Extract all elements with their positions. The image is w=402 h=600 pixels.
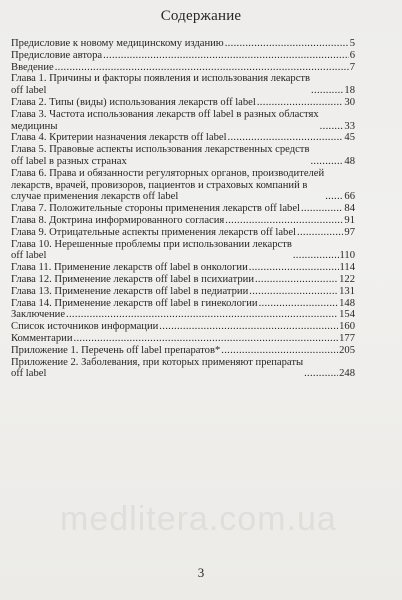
toc-entry-page: 97 [344, 226, 355, 238]
leader-dots [249, 262, 339, 274]
toc-entry [11, 62, 355, 74]
leader-dots [228, 132, 344, 144]
leader-dots [55, 62, 349, 74]
toc-entry-text: Глава 8. Доктрина информированного согласия [11, 214, 225, 226]
toc-entry-page: 160 [339, 321, 355, 333]
toc-entry-page: 122 [339, 273, 355, 285]
toc-entry-page: 48 [344, 155, 355, 167]
toc-entry-text: Приложение 1. Перечень off label препаратов* [11, 344, 221, 356]
page-number: 3 [197, 565, 205, 580]
toc-entry-page: 45 [344, 132, 355, 144]
toc-entry [11, 357, 355, 381]
toc-entry-text: Глава 3. Частота использования лекарств off label в разных областях медицины [11, 108, 319, 132]
toc-entry-text: Глава 14. Применение лекарств off label в гинекологии [11, 297, 258, 309]
toc-entry [11, 50, 355, 62]
toc-entry-text: Глава 10. Нерешенные проблемы при использовании лекарств off label [11, 238, 292, 262]
toc-entry-page: 148 [339, 297, 355, 309]
toc-entry-text: Глава 11. Применение лекарств off label в онкологии [11, 262, 248, 274]
leader-dots [257, 97, 344, 109]
toc-entry [11, 73, 355, 97]
leader-dots [225, 38, 349, 50]
leader-dots [249, 286, 338, 298]
leader-dots [103, 50, 349, 62]
toc-entry [11, 239, 355, 263]
toc-entry-text: Глава 5. Правовые аспекты использования лекарственных средств off label в разных странах [11, 144, 310, 167]
toc-entry [11, 262, 355, 274]
toc-entry-page: 66 [344, 191, 355, 203]
toc-entry-page: 5 [349, 38, 355, 49]
leader-dots [225, 215, 343, 227]
page-title: Содержание [160, 8, 242, 24]
toc-entry-page: 131 [339, 285, 355, 297]
toc-entry-text: Глава 7. Положительные стороны применения лекарств off label [11, 203, 300, 215]
toc-entry-text: Предисловие автора [11, 49, 103, 61]
toc-entry [11, 132, 355, 144]
toc-entry-text: Заключение [11, 309, 66, 321]
toc-entry [11, 109, 355, 133]
leader-dots [66, 309, 338, 321]
leader-dots [293, 250, 339, 262]
toc-entry [11, 215, 355, 227]
leader-dots [311, 85, 343, 97]
toc-entry-page: 18 [344, 85, 355, 97]
toc-entry-text: Предисловие к новому медицинскому изданию [11, 38, 224, 49]
toc-entry-text: Глава 2. Типы (виды) использования лекарств off label [11, 96, 256, 108]
toc-entry [11, 298, 355, 310]
toc-entry [11, 286, 355, 298]
toc-entry-page: 84 [344, 203, 355, 215]
toc-entry [11, 309, 355, 321]
toc-entry [11, 345, 355, 357]
toc-entry [11, 203, 355, 215]
toc-entry [11, 144, 355, 168]
toc-entry-page: 33 [344, 120, 355, 132]
leader-dots [159, 321, 338, 333]
leader-dots [221, 345, 338, 357]
leader-dots [259, 298, 339, 310]
toc-entry-page: 30 [344, 96, 355, 108]
leader-dots [301, 203, 343, 215]
toc-entry [11, 321, 355, 333]
leader-dots [74, 333, 339, 345]
leader-dots [304, 368, 338, 380]
toc-entry-page: 154 [339, 309, 355, 321]
toc-entry-text: Глава 6. Права и обязанности регуляторных органов, производителей лекарств, врачей, провизоров, пациентов и страховых компаний в случае применения лекарств off label [11, 167, 325, 203]
toc-entry [11, 168, 355, 203]
toc-entry-page: 114 [339, 262, 355, 274]
watermark: medlitera.com.ua [60, 500, 337, 538]
toc-entry-page: 110 [339, 250, 355, 262]
toc-entry-text: Комментарии [11, 332, 73, 344]
toc-entry-page: 248 [339, 368, 355, 380]
toc-entry-text: Глава 13. Применение лекарств off label в педиатрии [11, 285, 249, 297]
toc-entry-page: 205 [339, 344, 355, 356]
leader-dots [255, 274, 338, 286]
toc-entry-text: Глава 4. Критерии назначения лекарств off label [11, 132, 227, 144]
toc-entry-page: 91 [344, 214, 355, 226]
toc-entry-page: 7 [349, 61, 355, 73]
toc-entry-text: Список источников информации [11, 321, 159, 333]
toc-entry [11, 274, 355, 286]
toc-entry-page: 177 [339, 332, 355, 344]
leader-dots [320, 121, 344, 133]
leader-dots [297, 227, 343, 239]
toc-entry-page: 6 [349, 49, 355, 61]
table-of-contents [11, 38, 355, 380]
toc-entry [11, 333, 355, 345]
toc-entry [11, 38, 355, 50]
toc-entry-text: Глава 12. Применение лекарств off label в психиатрии [11, 273, 254, 285]
leader-dots [325, 191, 343, 203]
toc-entry-text: Введение [11, 61, 54, 73]
toc-entry [11, 227, 355, 239]
toc-entry [11, 97, 355, 109]
leader-dots [310, 156, 343, 168]
toc-entry-text: Приложение 2. Заболевания, при которых применяют препараты off label [11, 356, 304, 380]
toc-entry-text: Глава 9. Отрицательные аспекты применения лекарств off label [11, 226, 296, 238]
toc-entry-text: Глава 1. Причины и факторы появления и использования лекарств off label [11, 73, 311, 97]
